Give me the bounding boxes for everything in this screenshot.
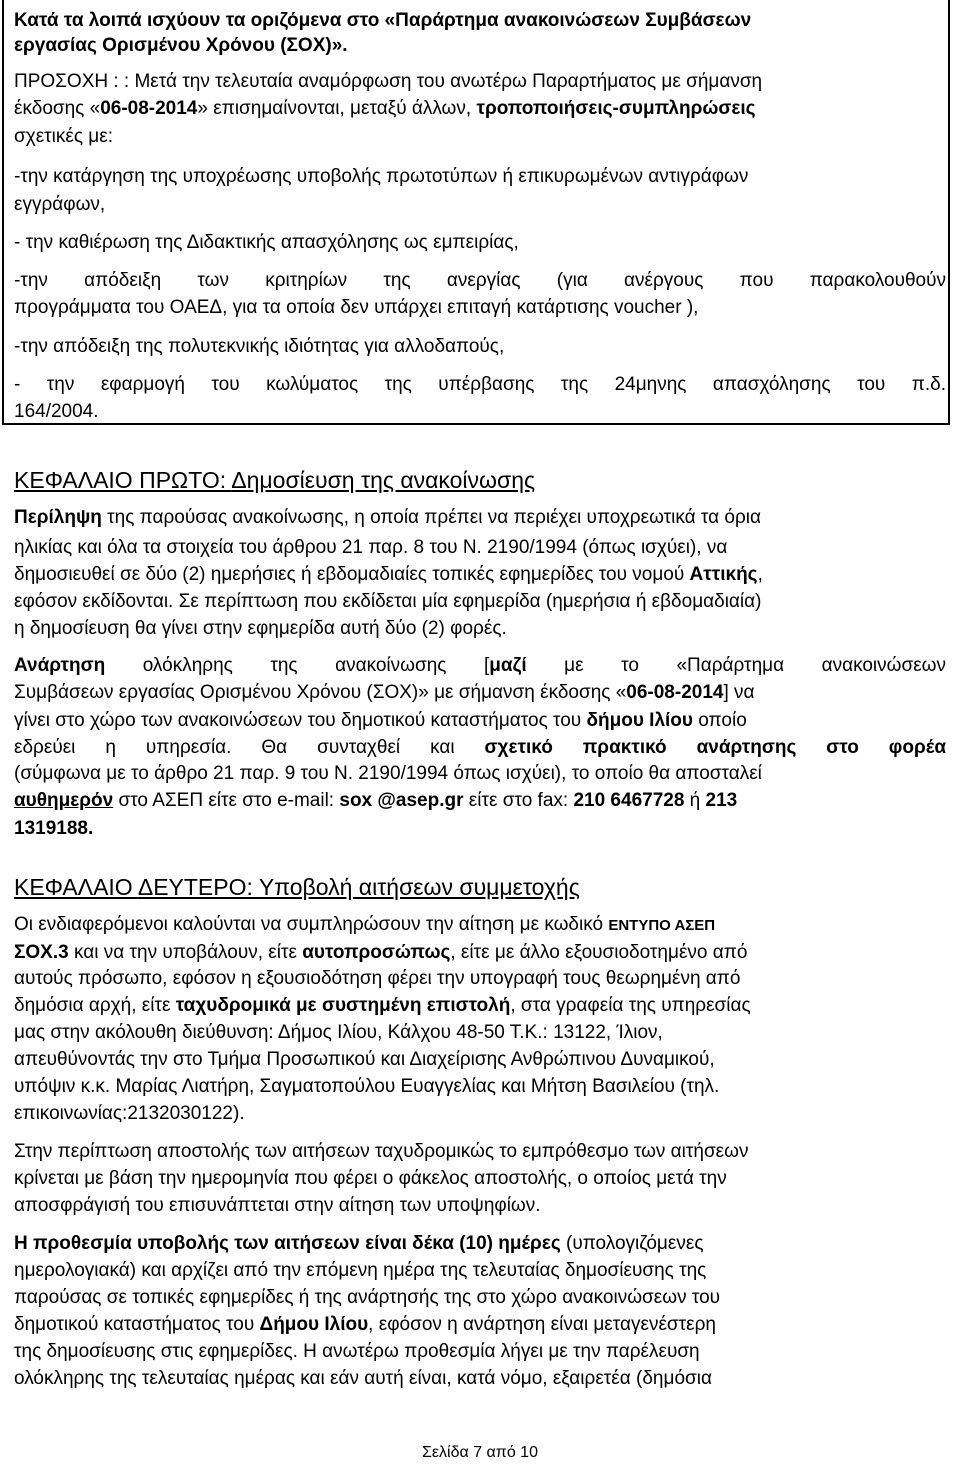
ch2-p3-line-3: παρούσας σε τοπικές εφημερίδες ή της ανάρτησής της στο χώρο ανακοινώσεων του	[14, 1287, 721, 1308]
ch1-p1-line-4: εφόσον εκδίδονται. Σε περίπτωση που εκδίδεται μία εφημερίδα (ημερήσια ή εβδομαδιαία)	[14, 591, 762, 612]
box-line-8: - την καθιέρωση της Διδακτικής απασχόλησης ως εμπειρίας,	[14, 232, 519, 253]
ch2-p1-line-3: αυτούς πρόσωπο, εφόσον η εξουσιοδότηση φέρει την υπογραφή τους θεωρημένη από	[14, 968, 741, 989]
ch1-p2-line-4: εδρεύει η υπηρεσία. Θα συνταχθεί και σχετικό πρακτικό ανάρτησης στο φορέα	[14, 737, 946, 758]
box-line-11: -την απόδειξη της πολυτεκνικής ιδιότητας για αλλοδαπούς,	[14, 336, 505, 357]
box-line-2: εργασίας Ορισμένου Χρόνου (ΣΟΧ)».	[14, 35, 348, 56]
ch1-p2-line-6: αυθημερόν στο ΑΣΕΠ είτε στο e-mail: sox @asep.gr είτε στο fax: 210 6467728 ή 213	[14, 790, 738, 811]
box-line-9: -την απόδειξη των κριτηρίων της ανεργίας (για ανέργους που παρακολουθούν	[14, 270, 946, 291]
box-line-12: - την εφαρμογή του κωλύματος της υπέρβασης της 24μηνης απασχόλησης του π.δ.	[14, 374, 946, 395]
box-line-13: 164/2004.	[14, 401, 99, 422]
ch2-p1-line-6: απευθύνοντάς την στο Τμήμα Προσωπικού και Διαχείρισης Ανθρώπινου Δυναμικού,	[14, 1049, 715, 1070]
ch2-p3-line-5: της δημοσίευσης στις εφημερίδες. Η ανωτέρω προθεσμία λήγει με την παρέλευση	[14, 1341, 700, 1362]
ch2-p1-line-8: επικοινωνίας:2132030122).	[14, 1103, 245, 1124]
box-line-7: εγγράφων,	[14, 194, 106, 215]
ch1-p2-line-5: (σύμφωνα με το άρθρο 21 παρ. 9 του Ν. 2190/1994 όπως ισχύει), το οποίο θα αποσταλεί	[14, 763, 762, 784]
ch1-p1-line-2: ηλικίας και όλα τα στοιχεία του άρθρου 21 παρ. 8 του Ν. 2190/1994 (όπως ισχύει), να	[14, 537, 728, 558]
ch2-p3-line-4: δημοτικού καταστήματος του Δήμου Ιλίου, εφόσον η ανάρτηση είναι μεταγενέστερη	[14, 1314, 716, 1335]
ch1-p2-line-2: Συμβάσεων εργασίας Ορισμένου Χρόνου (ΣΟΧ)» με σήμανση έκδοσης «06-08-2014] να	[14, 682, 755, 703]
box-line-6: -την κατάργηση της υποχρέωσης υποβολής πρωτοτύπων ή επικυρωμένων αντιγράφων	[14, 166, 749, 187]
ch2-p3-line-2: ημερολογιακά) και αρχίζει από την επόμενη ημέρα της τελευταίας δημοσίευσης της	[14, 1260, 707, 1281]
ch2-p3-line-6: ολόκληρης της τελευταίας ημέρας και εάν αυτή είναι, κατά νόμο, εξαιρετέα (δημόσια	[14, 1368, 712, 1389]
ch1-p1-line-5: η δημοσίευση θα γίνει στην εφημερίδα αυτή δύο (2) φορές.	[14, 618, 507, 639]
ch2-p1-line-1: Οι ενδιαφερόμενοι καλούνται να συμπληρώσουν την αίτηση με κωδικό ΕΝΤΥΠΟ ΑΣΕΠ	[14, 914, 716, 935]
box-line-1: Κατά τα λοιπά ισχύουν τα οριζόμενα στο «Παράρτημα ανακοινώσεων Συμβάσεων	[14, 10, 752, 31]
ch1-p2-line-1: Ανάρτηση ολόκληρης της ανακοίνωσης [μαζί με το «Παράρτημα ανακοινώσεων	[14, 655, 946, 676]
box-line-5: σχετικές με:	[14, 126, 113, 147]
ch2-p1-line-5: μας στην ακόλουθη διεύθυνση: Δήμος Ιλίου, Κάλχου 48-50 Τ.Κ.: 13122, Ίλιον,	[14, 1022, 663, 1043]
box-line-4: έκδοσης «06-08-2014» επισημαίνονται, μεταξύ άλλων, τροποποιήσεις-συμπληρώσεις	[14, 98, 756, 119]
ch2-p1-line-4: δημόσια αρχή, είτε ταχυδρομικά με συστημένη επιστολή, στα γραφεία της υπηρεσίας	[14, 995, 751, 1016]
ch1-p1-line-1: Περίληψη της παρούσας ανακοίνωσης, η οποία πρέπει να περιέχει υποχρεωτικά τα όρια	[14, 507, 761, 528]
page-number: Σελίδα 7 από 10	[422, 1444, 538, 1461]
ch2-p1-line-2: ΣΟΧ.3 και να την υποβάλουν, είτε αυτοπροσώπως, είτε με άλλο εξουσιοδοτημένο από	[14, 942, 748, 963]
chapter-2-title: ΚΕΦΑΛΑΙΟ ΔΕΥΤΕΡΟ: Υποβολή αιτήσεων συμμετοχής	[14, 874, 580, 900]
ch1-p1-line-3: δημοσιευθεί σε δύο (2) ημερήσιες ή εβδομαδιαίες τοπικές εφημερίδες του νομού Αττικής,	[14, 564, 763, 585]
ch2-p2-line-2: κρίνεται με βάση την ημερομηνία που φέρει ο φάκελος αποστολής, ο οποίος μετά την	[14, 1168, 727, 1189]
box-line-3: ΠΡΟΣΟΧΗ : : Μετά την τελευταία αναμόρφωση του ανωτέρω Παραρτήματος με σήμανση	[14, 71, 763, 92]
chapter-1-title: ΚΕΦΑΛΑΙΟ ΠΡΩΤΟ: Δημοσίευση της ανακοίνωσης	[14, 467, 536, 493]
ch2-p2-line-3: αποσφράγισή του επισυνάπτεται στην αίτηση των υποψηφίων.	[14, 1195, 541, 1216]
ch2-p1-line-7: υπόψιν κ.κ. Μαρίας Λιατήρη, Σαγματοπούλου Ευαγγελίας και Μήτση Βασιλείου (τηλ.	[14, 1076, 720, 1097]
ch1-p2-line-3: γίνει στο χώρο των ανακοινώσεων του δημοτικού καταστήματος του δήμου Ιλίου οποίο	[14, 710, 747, 731]
ch2-p2-line-1: Στην περίπτωση αποστολής των αιτήσεων ταχυδρομικώς το εμπρόθεσμο των αιτήσεων	[14, 1141, 749, 1162]
ch2-p3-line-1: Η προθεσμία υποβολής των αιτήσεων είναι δέκα (10) ημέρες (υπολογιζόμενες	[14, 1233, 704, 1254]
ch1-p2-line-7: 1319188.	[14, 818, 94, 839]
box-line-10: προγράμματα του ΟΑΕΔ, για τα οποία δεν υπάρχει επιταγή κατάρτισης voucher ),	[14, 297, 699, 318]
